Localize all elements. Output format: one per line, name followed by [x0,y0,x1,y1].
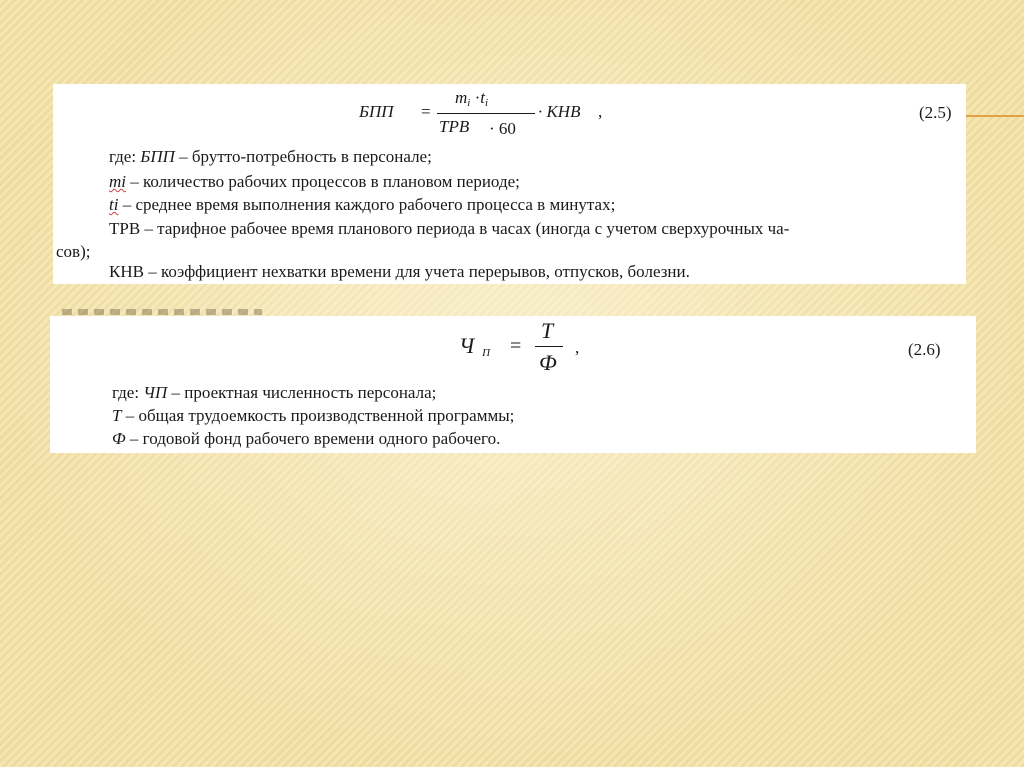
formula-chp-fraction-bar [535,346,563,347]
legend-symbol-ti: ti [109,195,119,214]
legend-mi [109,172,520,192]
formula-bpp-rhs: · КНВ [538,102,581,121]
formula-bpp-lhs: БПП [359,102,394,121]
numerator-dot: · [474,88,481,107]
legend-ti [109,195,615,215]
formula-chp-numerator: Т [541,318,554,343]
legend-text-t: – общая трудоемкость производственной программы; [121,406,515,425]
formula-bpp-comma: , [598,102,603,121]
formula-panel-chp [50,316,976,453]
formula-bpp-denominator-mult: · 60 [489,119,516,138]
formula-bpp-equals: = [421,102,431,121]
formula-chp-lhs [459,333,490,359]
legend-text-bpp: – брутто-потребность в персонале; [174,147,432,166]
formula-bpp-denominator: ТРВ [439,117,470,136]
legend-text-mi: – количество рабочих процессов в плановом периоде; [126,172,520,191]
legend-f [112,429,500,449]
formula-bpp-fraction-bar [437,113,535,114]
legend-t [112,406,514,426]
formula-panel-bpp [53,84,966,284]
equation-number-2-6: (2.6) [908,340,941,359]
legend-symbol-chp: ЧП [143,383,168,402]
formula-chp-lhs-sub: П [482,347,491,359]
formula-chp-comma: , [575,338,580,357]
legend-trv-continued: сов); [56,242,91,261]
formula-bpp-numerator [455,88,488,109]
numerator-t-sub: i [485,97,489,109]
legend-chp [112,383,436,403]
equation-number-2-5: (2.5) [919,103,952,122]
formula-chp-lhs-main: Ч [459,333,475,358]
legend-symbol-t: Т [112,406,122,425]
legend-symbol-mi: mi [109,172,126,191]
legend-text-chp: – проектная численность персонала; [167,383,437,402]
numerator-t: t [480,88,485,107]
legend-prefix: где: [109,147,141,166]
formula-chp-equals: = [510,335,522,357]
numerator-m: m [455,88,468,107]
numerator-m-sub: i [467,97,471,109]
legend-text-f: – годовой фонд рабочего времени одного рабочего. [125,429,501,448]
legend-bpp [109,147,432,167]
accent-line [964,115,1024,117]
legend-trv: ТРВ – тарифное рабочее время планового периода в часах (иногда с учетом сверхурочных ча- [109,219,790,238]
legend-prefix: где: [112,383,144,402]
legend-symbol-f: Ф [112,429,126,448]
legend-knv: КНВ – коэффициент нехватки времени для учета перерывов, отпусков, болезни. [109,262,690,281]
formula-chp-denominator: Ф [539,350,557,375]
legend-symbol-bpp: БПП [140,147,175,166]
faded-text-fragment [62,309,262,315]
legend-text-ti: – среднее время выполнения каждого рабочего процесса в минутах; [118,195,616,214]
